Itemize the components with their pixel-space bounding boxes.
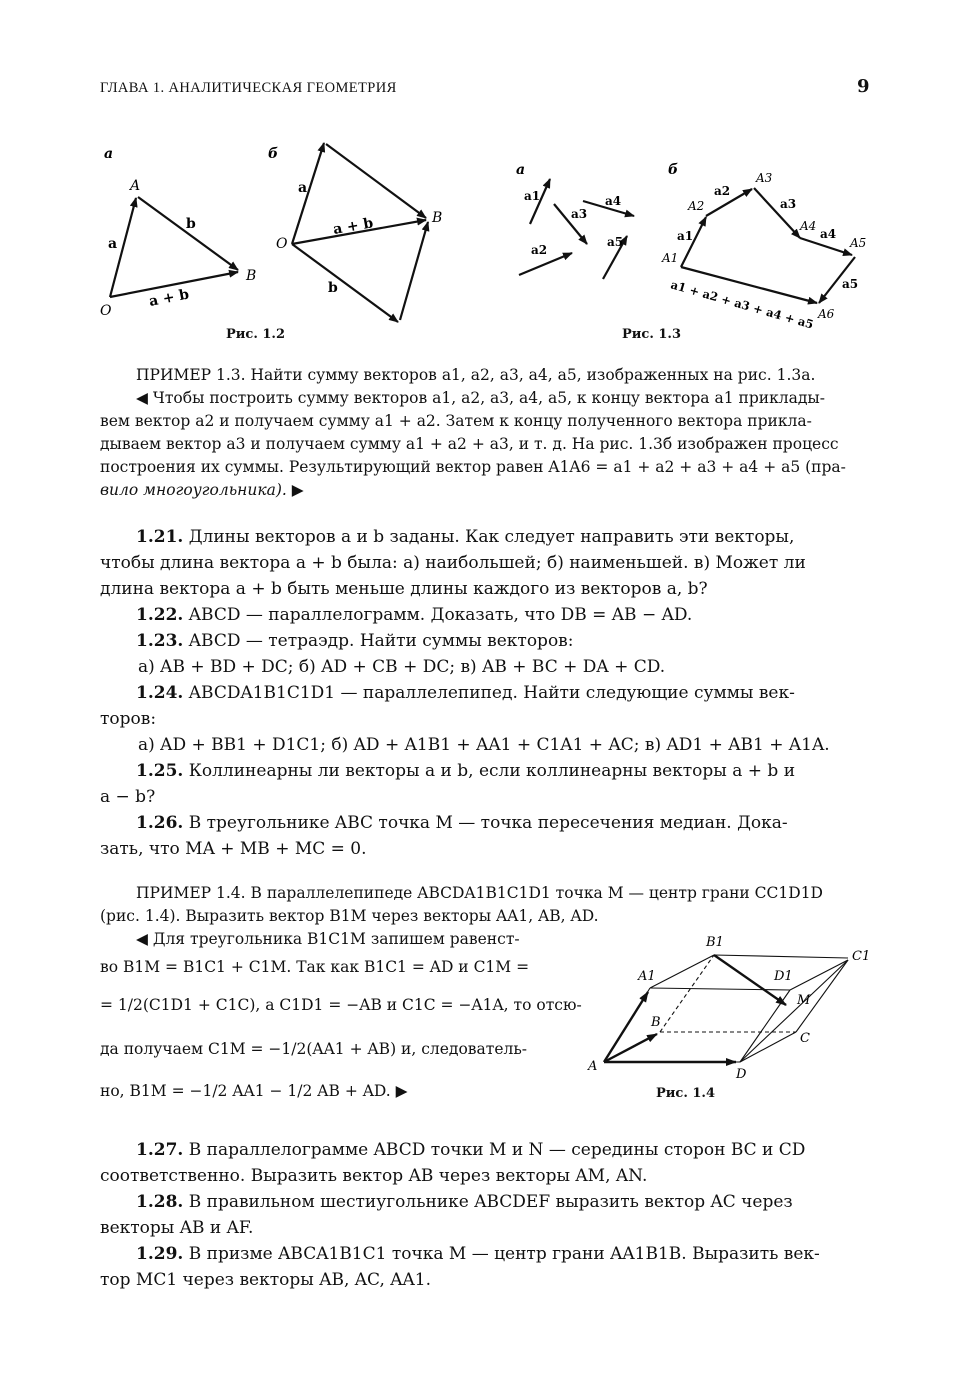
label-a: a bbox=[108, 236, 118, 252]
label-D1: D1 bbox=[774, 969, 793, 984]
vector-B1M bbox=[714, 955, 786, 1005]
fig12-panel-b: б bbox=[268, 146, 279, 162]
label-B: B bbox=[651, 1015, 661, 1030]
label-A5: A5 bbox=[850, 236, 867, 250]
example-1-4-line: но, B1M = −1/2 AA1 − 1/2 AB + AD. ▶ bbox=[100, 1082, 408, 1100]
problem-1-28: 1.28. В правильном шестиугольнике ABCDEF выразить вектор AC через bbox=[136, 1192, 793, 1212]
label-a3: a3 bbox=[571, 207, 588, 221]
label-a5: a5 bbox=[607, 235, 624, 249]
example-1-4-title: ПРИМЕР 1.4. В параллелепипеде ABCDA1B1C1D1 точка M — центр грани CC1D1D bbox=[136, 884, 823, 902]
label-a2: a2 bbox=[531, 243, 548, 257]
caption-fig-1-2: Рис. 1.2 bbox=[226, 327, 286, 342]
running-header: ГЛАВА 1. АНАЛИТИЧЕСКАЯ ГЕОМЕТРИЯ bbox=[100, 80, 397, 96]
vector-b-b bbox=[326, 144, 426, 218]
label-O: O bbox=[100, 303, 112, 319]
label-B1: B1 bbox=[706, 935, 724, 950]
example-1-4-line: да получаем C1M = −1/2(AA1 + AB) и, следователь- bbox=[100, 1040, 528, 1058]
example-1-3-line: дываем вектор a3 и получаем сумму a1 + a2 + a3, и т. д. На рис. 1.3б изображен процесс bbox=[100, 435, 839, 453]
label-M: M bbox=[797, 993, 811, 1008]
problem-1-21-cont: чтобы длина вектора a + b была: а) наибольшей; б) наименьшей. в) Может ли bbox=[100, 553, 806, 573]
label-chain-a5: a5 bbox=[842, 277, 859, 291]
example-1-4-line: во B1M = B1C1 + C1M. Так как B1C1 = AD и C1M = bbox=[100, 958, 530, 976]
label-A6: A6 bbox=[818, 307, 835, 321]
vector-AB bbox=[604, 1034, 657, 1062]
example-1-3-line: построения их суммы. Результирующий вектор равен A1A6 = a1 + a2 + a3 + a4 + a5 (пра- bbox=[100, 458, 846, 476]
label-a1: a1 bbox=[524, 189, 541, 203]
label-sum: a + b bbox=[147, 286, 191, 310]
problem-1-22: 1.22. ABCD — параллелограмм. Доказать, что DB = AB − AD. bbox=[136, 605, 693, 625]
problem-1-25: 1.25. Коллинеарны ли векторы a и b, если коллинеарны векторы a + b и bbox=[136, 761, 796, 781]
label-chain-a3: a3 bbox=[780, 197, 797, 211]
example-1-3-line: ◀ Чтобы построить сумму векторов a1, a2, a3, a4, a5, к концу вектора a1 приклады- bbox=[136, 389, 825, 407]
problem-1-25-cont: a − b? bbox=[100, 787, 156, 807]
fig12-panel-a: а bbox=[104, 146, 114, 162]
figures-1-2-1-3 bbox=[0, 0, 973, 360]
problem-1-24-cont: торов: bbox=[100, 709, 157, 729]
label-chain-a2: a2 bbox=[714, 184, 731, 198]
label-D: D bbox=[736, 1067, 747, 1082]
label-A: A bbox=[130, 178, 141, 194]
example-1-3-line: вем вектор a2 и получаем сумму a1 + a2. Затем к концу полученного вектора прикла- bbox=[100, 412, 812, 430]
label-B-b: B bbox=[432, 210, 443, 226]
label-A1: A1 bbox=[662, 251, 679, 265]
label-sum-b: a + b bbox=[331, 215, 375, 238]
fig13-panel-b: б bbox=[668, 162, 679, 178]
problem-1-21-cont: длина вектора a + b быть меньше длины каждого из векторов a, b? bbox=[100, 579, 708, 599]
page-number: 9 bbox=[857, 76, 870, 97]
label-A4: A4 bbox=[800, 219, 817, 233]
vector-a-b bbox=[292, 143, 324, 244]
problem-1-24-items: а) AD + BB1 + D1C1; б) AD + A1B1 + AA1 + C1A1 + AC; в) AD1 + AB1 + A1A. bbox=[138, 735, 830, 755]
example-1-4-line: = 1/2(C1D1 + C1C), а C1D1 = −AB и C1C = −A1A, то отсю- bbox=[100, 996, 582, 1014]
problem-1-24: 1.24. ABCDA1B1C1D1 — параллелепипед. Найти следующие суммы век- bbox=[136, 683, 795, 703]
label-B: B bbox=[246, 268, 257, 284]
vector-a2 bbox=[400, 222, 428, 320]
problem-1-26: 1.26. В треугольнике ABC точка M — точка пересечения медиан. Дока- bbox=[136, 813, 788, 833]
problem-1-27-cont: соответственно. Выразить вектор AB через векторы AM, AN. bbox=[100, 1166, 648, 1186]
vector-b2 bbox=[292, 244, 398, 322]
label-b-b: b bbox=[328, 280, 338, 296]
problem-1-29: 1.29. В призме ABCA1B1C1 точка M — центр грани AA1B1B. Выразить век- bbox=[136, 1244, 820, 1264]
example-1-3-line: вило многоугольника). ▶ bbox=[100, 481, 304, 499]
label-chain-a1: a1 bbox=[677, 229, 694, 243]
label-A2: A2 bbox=[688, 199, 705, 213]
vector-b bbox=[138, 197, 238, 270]
label-chain-a4: a4 bbox=[820, 227, 837, 241]
example-1-4-line: ◀ Для треугольника B1C1M запишем равенст- bbox=[136, 930, 520, 948]
label-A3: A3 bbox=[756, 171, 773, 185]
label-O-b: O bbox=[276, 236, 288, 252]
vector-a3-chain bbox=[754, 188, 800, 238]
label-A: A bbox=[588, 1059, 598, 1074]
caption-fig-1-3: Рис. 1.3 bbox=[622, 327, 682, 342]
problem-1-26-cont: зать, что MA + MB + MC = 0. bbox=[100, 839, 367, 859]
label-C1: C1 bbox=[852, 949, 871, 964]
label-chain-sum: a1 + a2 + a3 + a4 + a5 bbox=[669, 277, 816, 332]
problem-1-21: 1.21. Длины векторов a и b заданы. Как следует направить эти векторы, bbox=[136, 527, 795, 547]
label-a-b: a bbox=[298, 180, 308, 196]
problem-1-23: 1.23. ABCD — тетраэдр. Найти суммы векторов: bbox=[136, 631, 574, 651]
example-1-4-line: (рис. 1.4). Выразить вектор B1M через векторы AA1, AB, AD. bbox=[100, 907, 599, 925]
problem-1-28-cont: векторы AB и AF. bbox=[100, 1218, 254, 1238]
problem-1-23-items: а) AB + BD + DC; б) AD + CB + DC; в) AB + BC + DA + CD. bbox=[138, 657, 666, 677]
fig13-panel-a: а bbox=[516, 162, 526, 178]
caption-fig-1-4: Рис. 1.4 bbox=[656, 1086, 716, 1101]
label-A1: A1 bbox=[638, 969, 656, 984]
label-C: C bbox=[800, 1031, 810, 1046]
label-b: b bbox=[186, 216, 196, 232]
problem-1-27: 1.27. В параллелограмме ABCD точки M и N — середины сторон BC и CD bbox=[136, 1140, 806, 1160]
label-a4: a4 bbox=[605, 194, 622, 208]
vector-AA1 bbox=[604, 992, 648, 1062]
example-1-3-title: ПРИМЕР 1.3. Найти сумму векторов a1, a2, a3, a4, a5, изображенных на рис. 1.3а. bbox=[136, 366, 816, 384]
problem-1-29-cont: тор MC1 через векторы AB, AC, AA1. bbox=[100, 1270, 432, 1290]
